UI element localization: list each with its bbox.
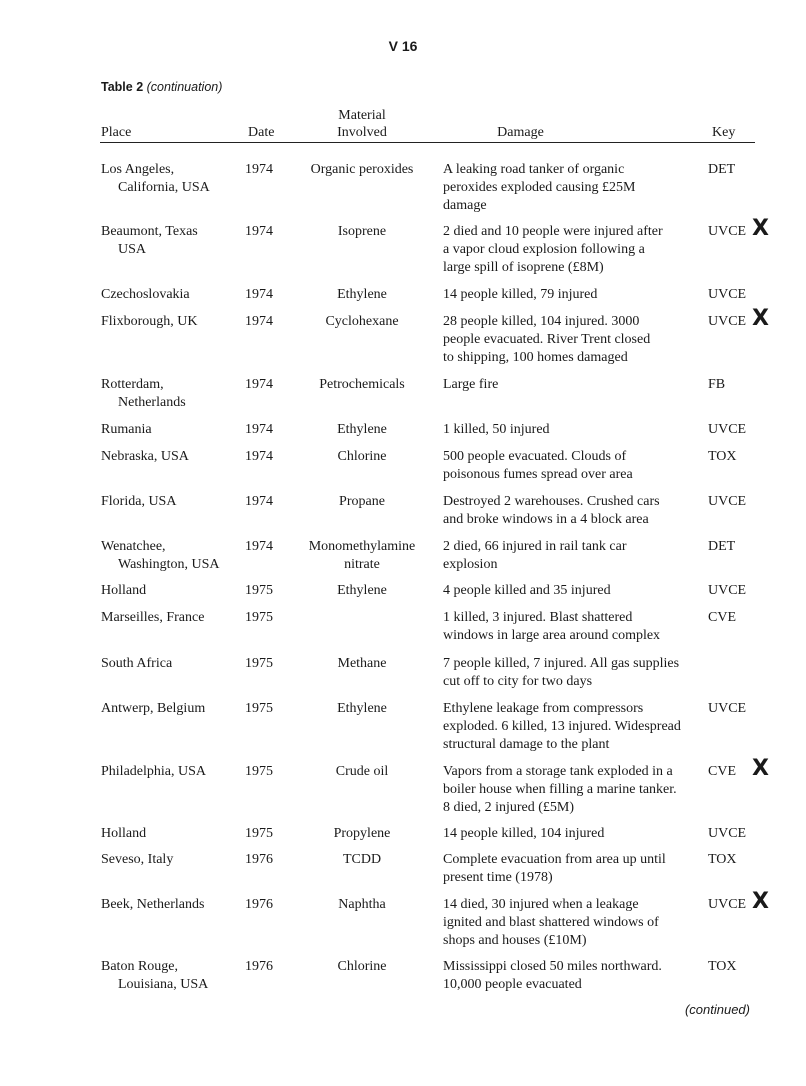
- place-cell: [101, 313, 241, 331]
- page-number: V 16: [388, 38, 418, 54]
- material-cell: [298, 161, 426, 179]
- material-cell: [298, 421, 426, 439]
- handwritten-x-mark: X: [752, 889, 769, 914]
- handwritten-x-mark: X: [752, 306, 769, 331]
- column-header-damage: Damage: [497, 125, 544, 140]
- place-cell-line: Rumania: [101, 422, 152, 437]
- material-cell: [298, 223, 426, 241]
- material-cell-line: Ethylene: [337, 287, 387, 302]
- material-cell-line: Ethylene: [337, 583, 387, 598]
- material-cell-line: Petrochemicals: [319, 377, 405, 392]
- place-cell-line: Nebraska, USA: [101, 449, 189, 464]
- place-cell: [101, 376, 241, 412]
- key-cell: UVCE: [708, 897, 747, 912]
- damage-cell: [443, 700, 705, 754]
- material-cell-line: TCDD: [342, 852, 382, 867]
- key-cell: UVCE: [708, 287, 747, 302]
- key-cell: UVCE: [708, 826, 747, 841]
- date-cell: 1974: [245, 377, 273, 392]
- damage-cell-line: damage: [443, 198, 487, 213]
- damage-cell-line: Mississippi closed 50 miles northward.: [443, 959, 662, 974]
- damage-cell: [443, 582, 705, 600]
- material-cell-line: Organic peroxides: [310, 162, 414, 177]
- damage-cell: [443, 538, 705, 574]
- place-cell: [101, 161, 241, 197]
- table-caption: [101, 80, 222, 94]
- header-rule: [100, 142, 755, 143]
- date-cell: 1976: [245, 852, 273, 867]
- date-cell: 1976: [245, 959, 273, 974]
- damage-cell-line: Ethylene leakage from compressors: [443, 701, 644, 716]
- place-cell-line: Wenatchee,: [101, 539, 166, 554]
- damage-cell: [443, 223, 705, 277]
- damage-cell-line: A leaking road tanker of organic: [443, 162, 625, 177]
- damage-cell-line: cut off to city for two days: [443, 674, 593, 689]
- place-cell-line: Washington, USA: [118, 557, 220, 572]
- damage-cell-line: 8 died, 2 injured (£5M): [443, 800, 575, 815]
- damage-cell-line: 14 people killed, 104 injured: [443, 826, 605, 841]
- material-cell-line: Propane: [339, 494, 385, 509]
- place-cell-line: Beaumont, Texas: [101, 224, 198, 239]
- damage-cell-line: structural damage to the plant: [443, 737, 610, 752]
- place-cell-line: Holland: [101, 826, 147, 841]
- damage-cell: [443, 448, 705, 484]
- continued-note: (continued): [684, 1002, 750, 1017]
- material-cell: [298, 286, 426, 304]
- place-cell: [101, 493, 241, 511]
- key-cell: TOX: [708, 449, 737, 464]
- damage-cell-line: and broke windows in a 4 block area: [443, 512, 649, 527]
- damage-cell: [443, 825, 705, 843]
- material-cell: [298, 448, 426, 466]
- damage-cell-line: windows in large area around complex: [443, 628, 661, 643]
- material-cell-line: nitrate: [344, 557, 380, 572]
- date-cell: 1974: [245, 162, 273, 177]
- place-cell-line: Philadelphia, USA: [101, 764, 206, 779]
- key-cell: FB: [708, 377, 726, 392]
- damage-cell-line: Large fire: [443, 377, 499, 392]
- damage-cell-line: explosion: [443, 557, 498, 572]
- damage-cell-line: 1 killed, 50 injured: [443, 422, 550, 437]
- column-header-place: Place: [101, 125, 132, 140]
- place-cell: [101, 609, 241, 627]
- date-cell: 1975: [245, 610, 273, 625]
- place-cell-line: California, USA: [118, 180, 210, 195]
- damage-cell-line: Complete evacuation from area up until: [443, 852, 666, 867]
- place-cell: [101, 958, 241, 994]
- damage-cell-line: Vapors from a storage tank exploded in a: [443, 764, 673, 779]
- damage-cell-line: 7 people killed, 7 injured. All gas supplies: [443, 656, 680, 671]
- place-cell: [101, 851, 241, 869]
- key-cell: DET: [708, 539, 736, 554]
- place-cell-line: Florida, USA: [101, 494, 177, 509]
- damage-cell-line: a vapor cloud explosion following a: [443, 242, 645, 257]
- key-cell: UVCE: [708, 314, 747, 329]
- damage-cell-line: Destroyed 2 warehouses. Crushed cars: [443, 494, 660, 509]
- damage-cell: [443, 851, 705, 887]
- place-cell: [101, 448, 241, 466]
- place-cell: [101, 700, 241, 718]
- key-cell: DET: [708, 162, 736, 177]
- material-cell: [298, 958, 426, 976]
- damage-cell-line: large spill of isoprene (£8M): [443, 260, 604, 275]
- date-cell: 1975: [245, 656, 273, 671]
- damage-cell-line: peroxides exploded causing £25M: [443, 180, 636, 195]
- place-cell: [101, 223, 241, 259]
- damage-cell-line: 10,000 people evacuated: [443, 977, 582, 992]
- damage-cell-line: 14 died, 30 injured when a leakage: [443, 897, 639, 912]
- place-cell-line: Baton Rouge,: [101, 959, 178, 974]
- place-cell: [101, 825, 241, 843]
- key-cell: TOX: [708, 852, 737, 867]
- table-caption-note: (continuation): [146, 80, 223, 94]
- damage-cell-line: to shipping, 100 homes damaged: [443, 350, 628, 365]
- material-cell-line: Isoprene: [337, 224, 387, 239]
- column-header-key: Key: [712, 125, 736, 140]
- material-cell: [298, 313, 426, 331]
- key-cell: UVCE: [708, 583, 747, 598]
- material-cell: [298, 538, 426, 574]
- column-header-material: [310, 107, 414, 141]
- place-cell-line: Seveso, Italy: [101, 852, 174, 867]
- date-cell: 1976: [245, 897, 273, 912]
- key-cell: CVE: [708, 610, 736, 625]
- material-cell: [298, 582, 426, 600]
- damage-cell: [443, 161, 705, 215]
- material-cell-line: Methane: [337, 656, 387, 671]
- material-cell: [298, 825, 426, 843]
- date-cell: 1974: [245, 494, 273, 509]
- damage-cell: [443, 421, 705, 439]
- damage-cell-line: 4 people killed and 35 injured: [443, 583, 611, 598]
- place-cell-line: Flixborough, UK: [101, 314, 198, 329]
- key-cell: TOX: [708, 959, 737, 974]
- place-cell-line: Beek, Netherlands: [101, 897, 205, 912]
- damage-cell-line: poisonous fumes spread over area: [443, 467, 633, 482]
- material-cell-line: Ethylene: [337, 701, 387, 716]
- material-cell: [298, 763, 426, 781]
- place-cell-line: Holland: [101, 583, 147, 598]
- damage-cell-line: 28 people killed, 104 injured. 3000: [443, 314, 640, 329]
- damage-cell: [443, 286, 705, 304]
- handwritten-x-mark: X: [752, 756, 769, 781]
- material-cell: [298, 655, 426, 673]
- damage-cell-line: ignited and blast shattered windows of: [443, 915, 659, 930]
- damage-cell-line: shops and houses (£10M): [443, 933, 587, 948]
- material-cell: [298, 493, 426, 511]
- damage-cell-line: exploded. 6 killed, 13 injured. Widespread: [443, 719, 681, 734]
- material-cell-line: Propylene: [333, 826, 391, 841]
- date-cell: 1975: [245, 764, 273, 779]
- material-cell-line: Chlorine: [337, 449, 387, 464]
- key-cell: UVCE: [708, 701, 747, 716]
- table-caption-label: Table 2: [101, 80, 144, 94]
- damage-cell: [443, 493, 705, 529]
- place-cell: [101, 655, 241, 673]
- handwritten-x-mark: X: [752, 216, 769, 241]
- place-cell-line: Los Angeles,: [101, 162, 175, 177]
- damage-cell: [443, 958, 705, 994]
- date-cell: 1974: [245, 224, 273, 239]
- place-cell: [101, 286, 241, 304]
- date-cell: 1975: [245, 826, 273, 841]
- damage-cell-line: 1 killed, 3 injured. Blast shattered: [443, 610, 633, 625]
- damage-cell-line: people evacuated. River Trent closed: [443, 332, 651, 347]
- damage-cell: [443, 655, 705, 691]
- column-header-date: Date: [248, 125, 275, 140]
- damage-cell: [443, 376, 705, 394]
- damage-cell-line: 14 people killed, 79 injured: [443, 287, 598, 302]
- place-cell-line: USA: [118, 242, 147, 257]
- material-cell-line: Cyclohexane: [325, 314, 399, 329]
- place-cell-line: Louisiana, USA: [118, 977, 209, 992]
- damage-cell: [443, 609, 705, 645]
- damage-cell-line: boiler house when filling a marine tanker.: [443, 782, 677, 797]
- place-cell-line: Rotterdam,: [101, 377, 164, 392]
- place-cell: [101, 582, 241, 600]
- material-cell: [298, 376, 426, 394]
- damage-cell-line: 2 died and 10 people were injured after: [443, 224, 663, 239]
- place-cell-line: Marseilles, France: [101, 610, 205, 625]
- place-cell: [101, 896, 241, 914]
- place-cell: [101, 538, 241, 574]
- place-cell-line: Antwerp, Belgium: [101, 701, 206, 716]
- date-cell: 1974: [245, 539, 273, 554]
- damage-cell: [443, 896, 705, 950]
- key-cell: UVCE: [708, 224, 747, 239]
- material-cell-line: Chlorine: [337, 959, 387, 974]
- damage-cell: [443, 313, 705, 367]
- material-cell-line: Crude oil: [335, 764, 389, 779]
- key-cell: UVCE: [708, 422, 747, 437]
- date-cell: 1974: [245, 287, 273, 302]
- damage-cell-line: 2 died, 66 injured in rail tank car: [443, 539, 627, 554]
- damage-cell: [443, 763, 705, 817]
- date-cell: 1974: [245, 314, 273, 329]
- place-cell: [101, 421, 241, 439]
- place-cell-line: Netherlands: [118, 395, 186, 410]
- material-cell: [298, 700, 426, 718]
- place-cell-line: South Africa: [101, 656, 173, 671]
- material-cell: [298, 896, 426, 914]
- material-cell: [298, 851, 426, 869]
- key-cell: CVE: [708, 764, 736, 779]
- key-cell: UVCE: [708, 494, 747, 509]
- date-cell: 1975: [245, 583, 273, 598]
- material-cell-line: Ethylene: [337, 422, 387, 437]
- date-cell: 1974: [245, 449, 273, 464]
- damage-cell-line: present time (1978): [443, 870, 553, 885]
- place-cell: [101, 763, 241, 781]
- date-cell: 1974: [245, 422, 273, 437]
- date-cell: 1975: [245, 701, 273, 716]
- damage-cell-line: 500 people evacuated. Clouds of: [443, 449, 627, 464]
- column-header-material-line: Involved: [337, 125, 387, 140]
- place-cell-line: Czechoslovakia: [101, 287, 190, 302]
- material-cell-line: Monomethylamine: [308, 539, 416, 554]
- material-cell-line: Naphtha: [338, 897, 386, 912]
- column-header-material-line: Material: [338, 108, 386, 123]
